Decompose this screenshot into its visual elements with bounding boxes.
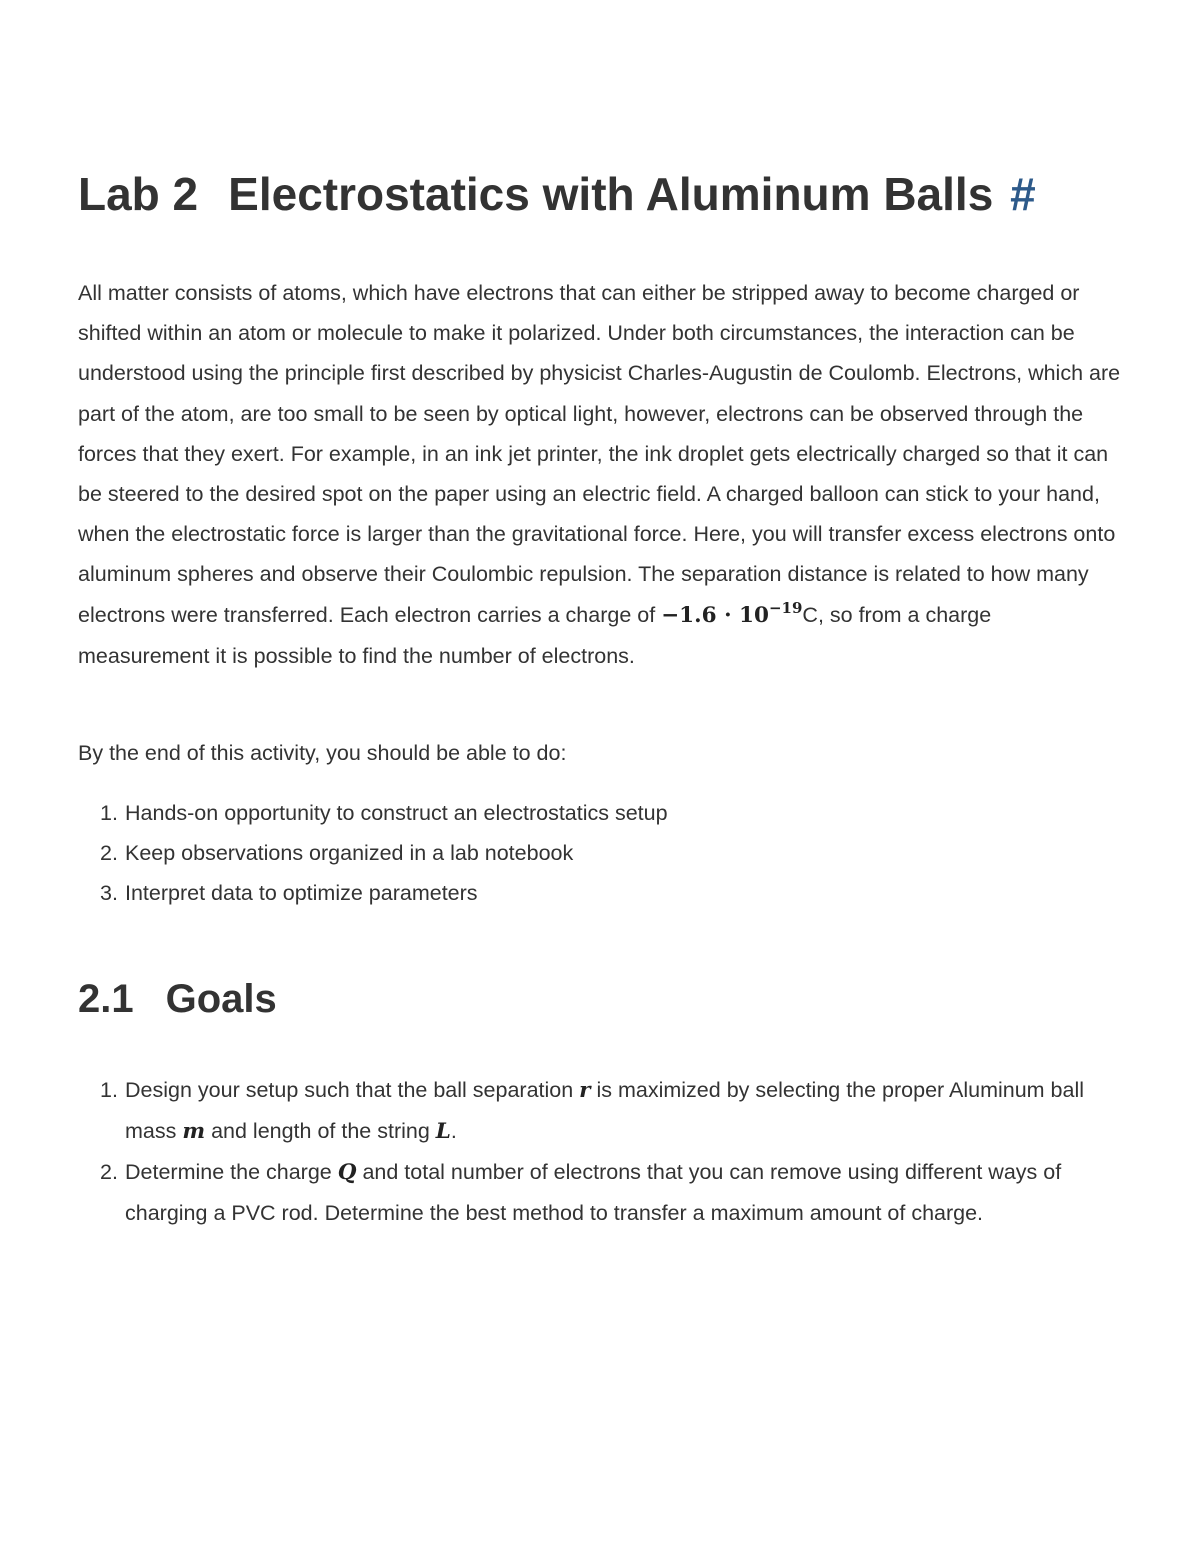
intro-paragraph [78,273,1128,676]
title-text: Electrostatics with Aluminum Balls [228,168,994,220]
section-title: Goals [165,977,277,1021]
list-item: 1. Hands-on opportunity to construct an electrostatics setup [100,801,668,825]
variable-L: L [435,1119,451,1144]
variable-m: m [182,1119,206,1144]
objectives-lead: By the end of this activity, you should be able to do: [78,741,567,765]
goals-heading [78,973,277,1025]
list-item: 2. Determine the charge Q and total number of electrons that you can remove using different ways of charging a PVC rod. Determine the best method to transfer a maximum amount of charge. [100,1160,1062,1225]
variable-Q: Q [337,1160,357,1185]
charge-exponent: −19 [768,598,803,617]
variable-r: r [579,1078,591,1103]
list-item: 1. Design your setup such that the ball separation r is maximized by selecting the proper Aluminum ball mass m and length of the string L. [100,1078,1085,1144]
list-item: 2. Keep observations organized in a lab notebook [100,841,574,865]
objectives-list [78,793,1128,913]
goals-list [78,1070,1118,1233]
page-title [78,166,1128,222]
section-number: 2.1 [78,977,134,1021]
list-item: 3. Interpret data to optimize parameters [100,881,478,905]
intro-text-end: C, so from a charge measurement it is possible to find the number of electrons. [78,602,992,668]
electron-charge-formula: $-1.6 \cdot 10^{-19}$ [661,598,803,628]
intro-text: All matter consists of atoms, which have electrons that can either be stripped away to become charged or shifted within an atom or molecule to make it polarized. Under both circumstances, the interaction can be understood using the principle first described by physicist Charles-Augustin de Coulomb. Electrons, which are part of the atom, are too small to be seen by optical light, however, electrons can be observed through the forces that they exert. For example, in an ink jet printer, the ink droplet gets electrically charged so that it can be steered to the desired spot on the paper using an electric field. A charged balloon can stick to your hand, when the electrostatic force is larger than the gravitational force. Here, you will transfer excess electrons onto aluminum spheres and observe their Coulombic repulsion. The separation distance is related to how many electrons were transferred. Each electron carries a charge of [78,281,1121,627]
title-number: Lab 2 [78,168,199,220]
heading-anchor-link[interactable]: # [1010,168,1036,220]
